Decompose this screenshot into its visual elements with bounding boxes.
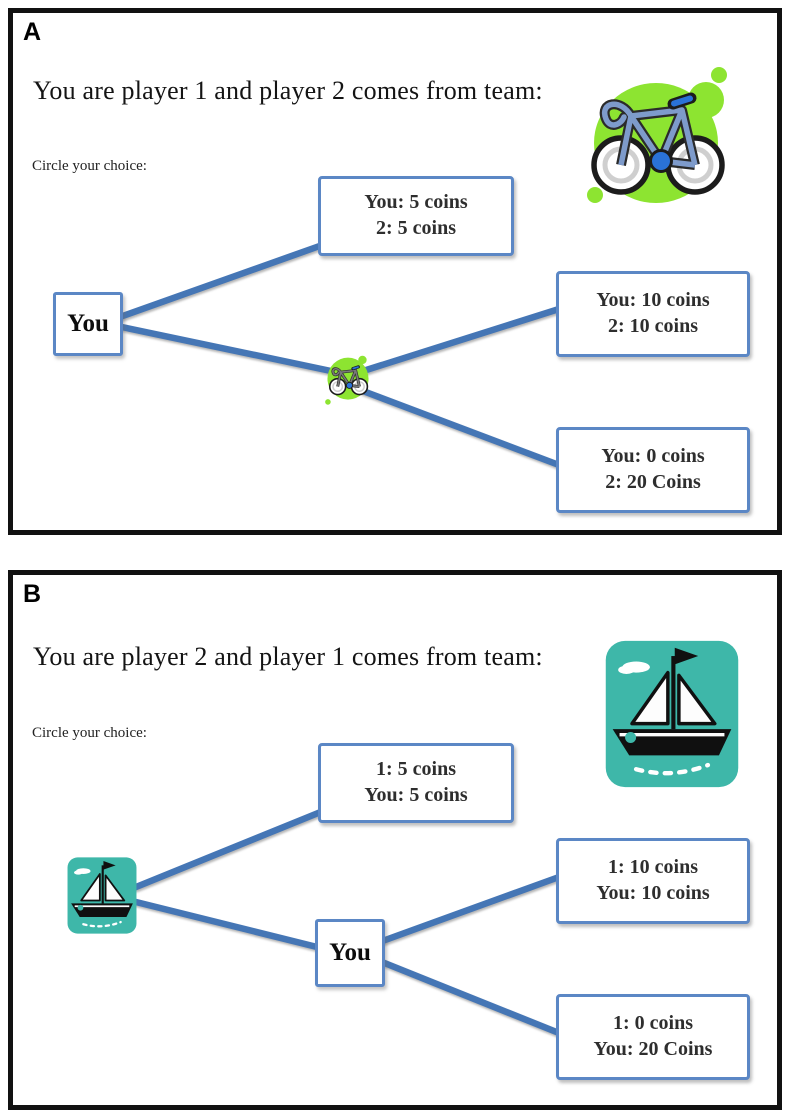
payoff-line: 1: 5 coins (376, 758, 456, 781)
panel-b-label: B (23, 580, 42, 608)
payoff-line: 2: 10 coins (608, 315, 698, 337)
panel-b-mid-label: You (329, 939, 371, 966)
panel-b-instruction: Circle your choice: (32, 725, 147, 741)
panel-b (8, 570, 782, 1110)
payoff-line: You: 5 coins (364, 191, 468, 214)
panel-a-instruction: Circle your choice: (32, 158, 147, 174)
panel-b-title: You are player 2 and player 1 comes from team: (33, 642, 543, 671)
team-sailboat-icon (603, 638, 741, 790)
panel-b-root-sailboat-node-icon (66, 856, 138, 935)
payoff-line: You: 0 coins (601, 445, 705, 468)
panel-a-root-label: You (67, 310, 109, 337)
panel-b-mid-you-node (315, 919, 385, 987)
panel-a-outcome-box-3[interactable] (556, 427, 750, 513)
panel-b-outcome-box-3[interactable] (556, 994, 750, 1080)
payoff-line: You: 10 coins (596, 882, 710, 904)
payoff-line: You: 20 Coins (593, 1038, 713, 1060)
payoff-line: 2: 5 coins (376, 217, 456, 239)
panel-a-label: A (23, 18, 42, 46)
panel-a-root-you-node (53, 292, 123, 356)
payoff-line: You: 5 coins (364, 784, 468, 806)
payoff-line: You: 10 coins (596, 289, 710, 312)
panel-b-outcome-box-2[interactable] (556, 838, 750, 924)
payoff-line: 1: 10 coins (608, 856, 698, 879)
panel-a-outcome-box-2[interactable] (556, 271, 750, 357)
panel-a (8, 8, 782, 535)
payoff-line: 1: 0 coins (613, 1012, 693, 1035)
team-bicycle-icon (578, 58, 738, 218)
panel-a-title: You are player 1 and player 2 comes from team: (33, 76, 543, 105)
panel-a-mid-bicycle-node-icon (313, 345, 383, 415)
panel-b-outcome-box-1[interactable] (318, 743, 514, 823)
panel-a-outcome-box-1[interactable] (318, 176, 514, 256)
payoff-line: 2: 20 Coins (605, 471, 701, 493)
